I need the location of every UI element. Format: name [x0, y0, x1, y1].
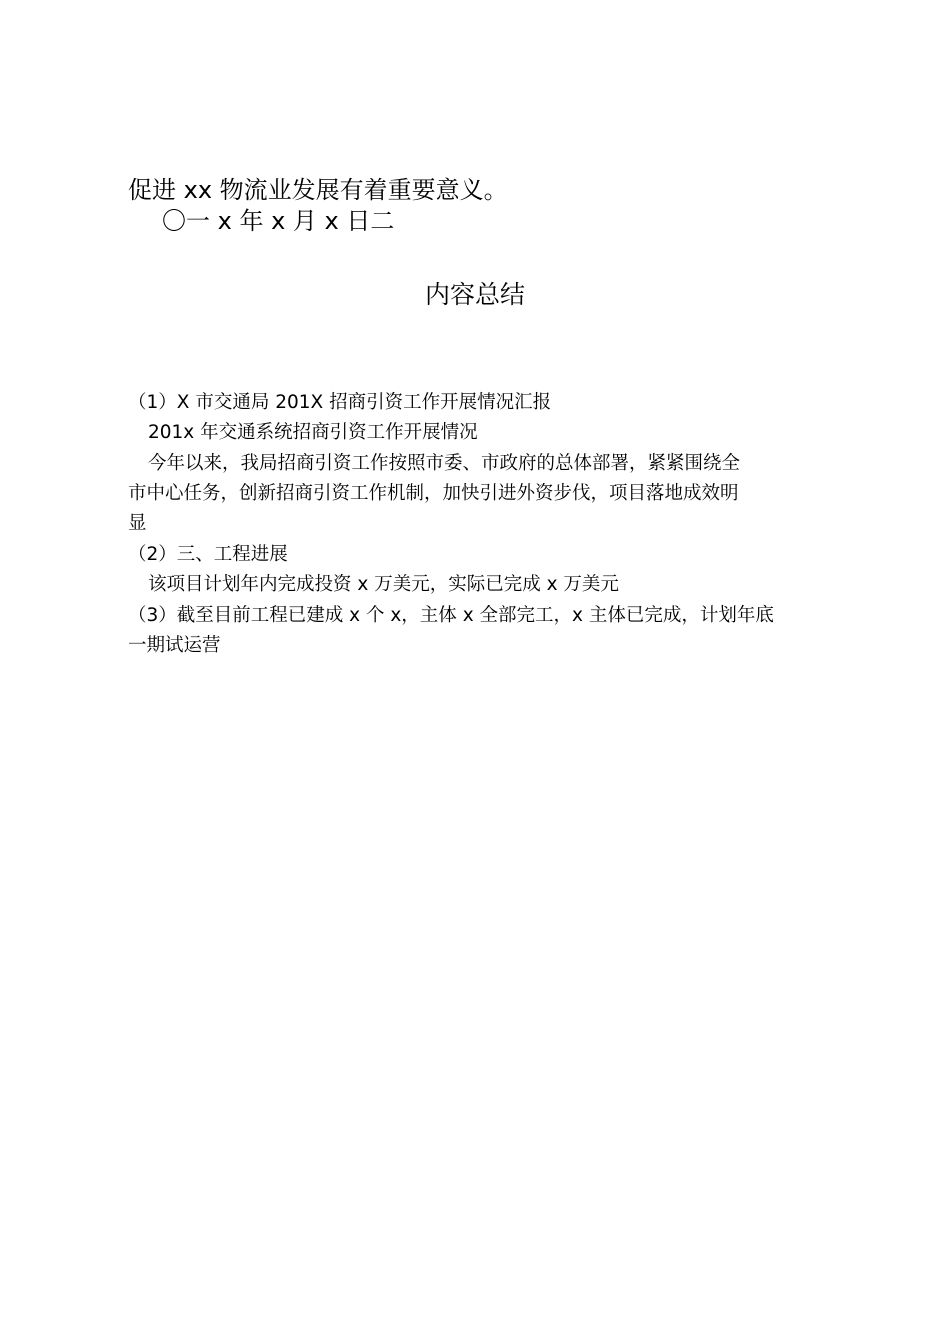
- date-line: 〇一 x 年 x 月 x 日二: [162, 207, 395, 235]
- summary-item-1-text-line-3: 显: [128, 513, 147, 534]
- intro-paragraph-end: 促进 xx 物流业发展有着重要意义。: [128, 176, 508, 204]
- summary-item-1-text-line-2: 市中心任务，创新招商引资工作机制，加快引进外资步伐，项目落地成效明: [128, 483, 739, 504]
- summary-item-3-text-line-2: 一期试运营: [128, 635, 221, 656]
- summary-item-1-text-line-1: 今年以来，我局招商引资工作按照市委、市政府的总体部署，紧紧围绕全: [148, 453, 741, 474]
- summary-item-2-heading: （2）三、工程进展: [128, 544, 288, 565]
- summary-item-1-subtitle: 201x 年交通系统招商引资工作开展情况: [148, 422, 478, 443]
- summary-title: 内容总结: [424, 280, 525, 309]
- summary-item-1-heading: （1）X 市交通局 201X 招商引资工作开展情况汇报: [128, 392, 552, 413]
- summary-item-2-text: 该项目计划年内完成投资 x 万美元，实际已完成 x 万美元: [148, 574, 619, 595]
- summary-item-3-text-line-1: （3）截至目前工程已建成 x 个 x，主体 x 全部完工，x 主体已完成，计划年底: [128, 605, 774, 626]
